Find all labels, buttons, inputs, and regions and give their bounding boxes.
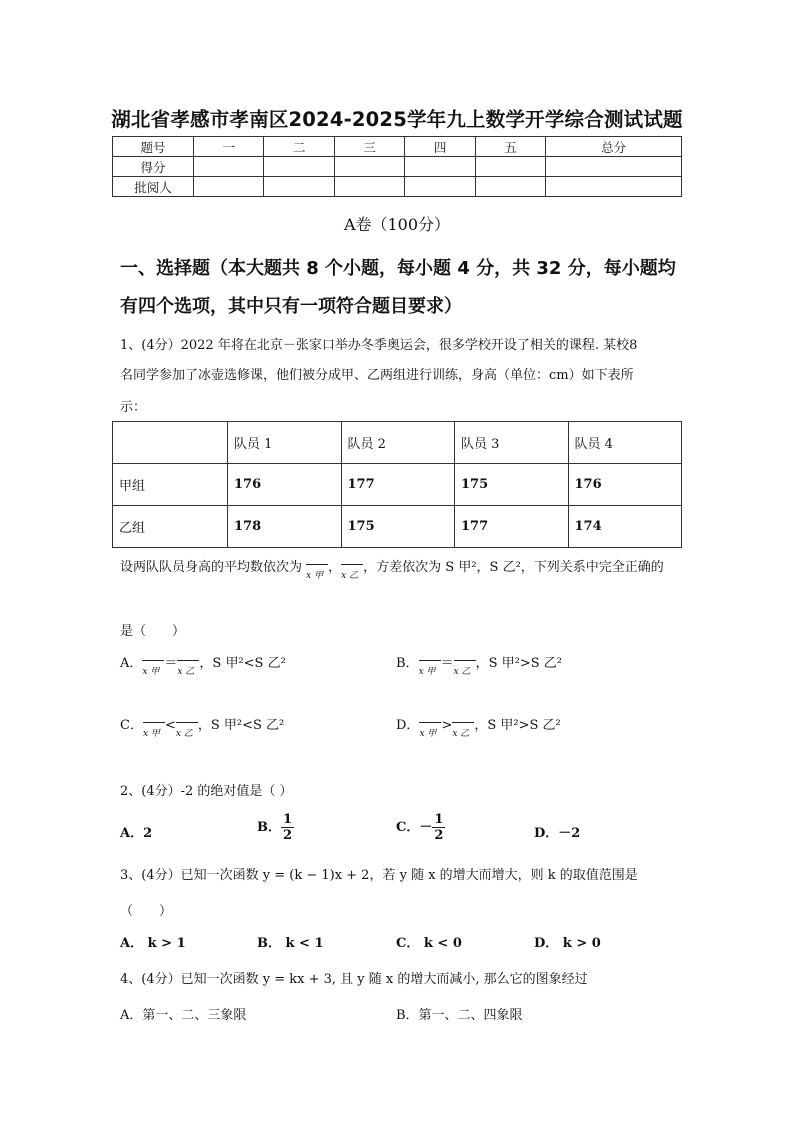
- q1-stem-a: 设两队队员身高的平均数依次为: [120, 560, 303, 575]
- q2-option-a: A．2: [120, 826, 153, 841]
- table-cell: 三: [334, 137, 404, 157]
- table-cell: [194, 177, 264, 197]
- q2-option-c: C．－ $\frac{1}{2}$: [396, 812, 444, 843]
- q1-line3: 示：: [120, 400, 147, 415]
- part-heading-line2: 有四个选项，其中只有一项符合题目要求）: [120, 296, 462, 317]
- q1-stem-b: ，方差依次为 S 甲²，S 乙²，下列关系中完全正确的: [363, 560, 664, 575]
- q2-option-b: B． $\frac{1}{2}$: [257, 812, 293, 843]
- table-cell: 乙组: [113, 506, 228, 548]
- q1-stem-end: 是（ ）: [120, 624, 186, 639]
- table-cell: [546, 177, 682, 197]
- table-row: [113, 506, 682, 548]
- table-cell: 二: [264, 137, 334, 157]
- q1-line2: 名同学参加了冰壶选修课，他们被分成甲、乙两组进行训练，身高（单位：cm）如下表所: [120, 368, 634, 383]
- table-cell: [113, 422, 228, 464]
- table-cell: [405, 157, 475, 177]
- section-heading: A卷（100分）: [343, 215, 451, 234]
- mean-jia: x 甲: [306, 564, 328, 579]
- table-row: [113, 137, 682, 157]
- table-cell: 得分: [113, 157, 194, 177]
- table-cell: 176: [568, 464, 682, 506]
- q3-option-c: C． k < 0: [396, 936, 462, 951]
- table-cell: [475, 177, 545, 197]
- table-cell: [405, 177, 475, 197]
- table-cell: 队员 2: [341, 422, 455, 464]
- table-row: [113, 422, 682, 464]
- table-cell: 队员 4: [568, 422, 682, 464]
- q2-stem: 2、(4分）-2 的绝对值是（ ）: [120, 784, 293, 799]
- table-cell: 178: [228, 506, 342, 548]
- table-cell: 总分: [546, 137, 682, 157]
- q3-paren: （ ）: [120, 904, 173, 919]
- table-cell: 四: [405, 137, 475, 157]
- table-cell: 一: [194, 137, 264, 157]
- q1-option-b: B． x 甲 ＝ x 乙 ，S 甲²>S 乙²: [396, 656, 562, 677]
- table-cell: 175: [455, 464, 569, 506]
- table-row: [113, 464, 682, 506]
- score-table: [112, 136, 682, 197]
- q1-stem: 设两队队员身高的平均数依次为 x 甲 ， x 乙 ，方差依次为 S 甲²，S 乙²，下列关系中完全正确的: [120, 560, 664, 581]
- table-cell: 题号: [113, 137, 194, 157]
- table-cell: 175: [341, 506, 455, 548]
- q1-line1: 1、(4分）2022 年将在北京－张家口举办冬季奥运会，很多学校开设了相关的课程. 某校8: [120, 338, 638, 353]
- table-cell: 甲组: [113, 464, 228, 506]
- table-cell: [194, 157, 264, 177]
- table-cell: 177: [455, 506, 569, 548]
- table-cell: [264, 177, 334, 197]
- table-cell: 177: [341, 464, 455, 506]
- q3-option-d: D． k > 0: [534, 936, 601, 951]
- exam-title: 湖北省孝感市孝南区2024-2025学年九上数学开学综合测试试题: [111, 108, 683, 131]
- table-row: [113, 177, 682, 197]
- table-cell: 176: [228, 464, 342, 506]
- table-cell: 队员 3: [455, 422, 569, 464]
- table-cell: [546, 157, 682, 177]
- q2-option-d: D．－2: [534, 826, 581, 841]
- q3-stem: 3、(4分）已知一次函数 y = (k − 1)x + 2，若 y 随 x 的增大而增大，则 k 的取值范围是: [120, 868, 638, 883]
- table-cell: [334, 157, 404, 177]
- q1-option-d: D． x 甲 > x 乙 ，S 甲²>S 乙²: [396, 718, 561, 739]
- table-cell: [264, 157, 334, 177]
- table-cell: [475, 157, 545, 177]
- height-table: [112, 421, 682, 548]
- table-cell: 批阅人: [113, 177, 194, 197]
- part-heading-line1: 一、选择题（本大题共 8 个小题，每小题 4 分，共 32 分，每小题均: [120, 258, 676, 279]
- q3-option-b: B． k < 1: [257, 936, 324, 951]
- table-row: [113, 157, 682, 177]
- mean-yi: x 乙: [341, 564, 363, 579]
- table-cell: 队员 1: [228, 422, 342, 464]
- q1-option-a: A． x 甲 ＝ x 乙 ，S 甲²<S 乙²: [120, 656, 286, 677]
- q1-option-c: C． x 甲 < x 乙 ，S 甲²<S 乙²: [120, 718, 285, 739]
- q3-option-a: A． k > 1: [120, 936, 186, 951]
- q4-stem: 4、(4分）已知一次函数 y = kx + 3, 且 y 随 x 的增大而减小, 那么它的图象经过: [120, 972, 588, 987]
- q4-option-b: B．第一、二、四象限: [396, 1008, 523, 1023]
- q4-option-a: A．第一、二、三象限: [120, 1008, 247, 1023]
- table-cell: 174: [568, 506, 682, 548]
- table-cell: [334, 177, 404, 197]
- table-cell: 五: [475, 137, 545, 157]
